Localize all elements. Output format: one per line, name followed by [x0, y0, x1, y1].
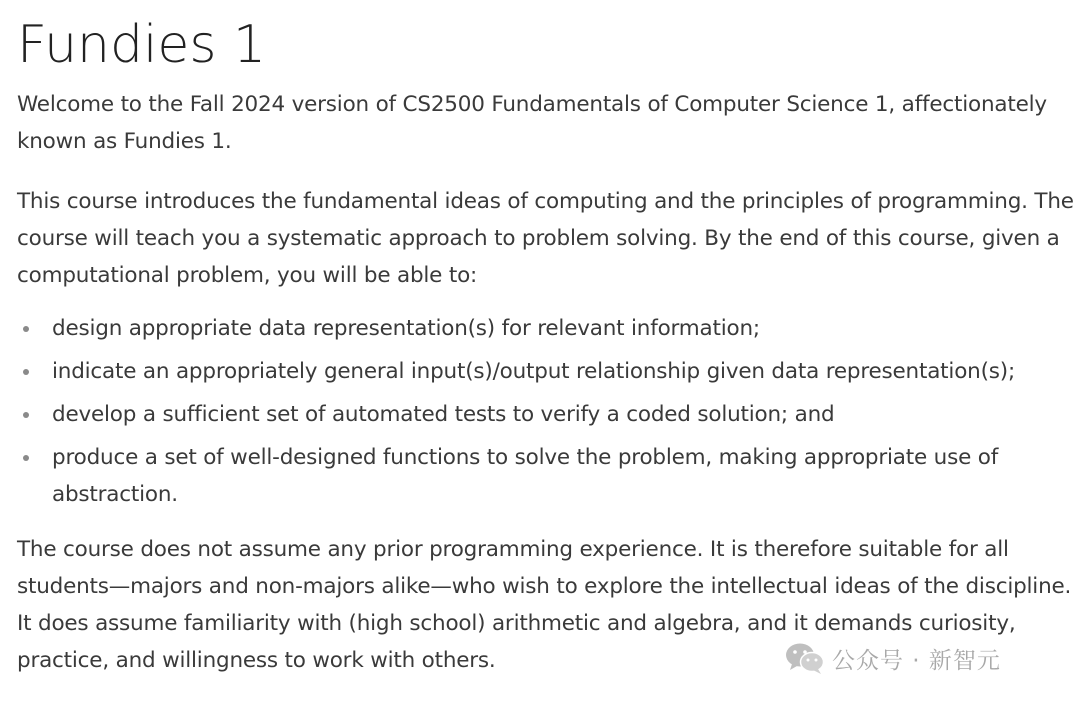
- list-item-text: develop a sufficient set of automated tests to verify a coded solution; and: [52, 402, 835, 427]
- intro-paragraph: Welcome to the Fall 2024 version of CS2500 Fundamentals of Computer Science 1, affectionately known as Fundies 1.: [17, 92, 1047, 154]
- page-title: Fundies 1: [17, 15, 267, 75]
- list-item: [17, 396, 1080, 433]
- bullet-icon: [23, 326, 29, 332]
- list-item: [17, 353, 1080, 390]
- closing-paragraph: The course does not assume any prior programming experience. It is therefore suitable for all students—majors and non-majors alike—who wish to explore the intellectual ideas of the discipline. It does assume familiarity with (high school) arithmetic and algebra, and it demands curiosity, practice, and willingness to work with others.: [17, 537, 1072, 673]
- list-item-text: design appropriate data representation(s) for relevant information;: [52, 316, 760, 341]
- list-item: [17, 310, 1080, 347]
- wechat-icon: [784, 641, 826, 675]
- bullet-icon: [23, 412, 29, 418]
- watermark: [784, 640, 1001, 676]
- list-item-text: indicate an appropriately general input(s)/output relationship given data representation(s);: [52, 359, 1015, 384]
- list-item: [17, 439, 1080, 513]
- bullet-icon: [23, 369, 29, 375]
- watermark-text: 公众号 · 新智元: [832, 647, 1001, 674]
- course-page: [17, 0, 1080, 679]
- bullet-icon: [23, 455, 29, 461]
- learning-outcomes-list: [17, 310, 1080, 513]
- description-paragraph: This course introduces the fundamental ideas of computing and the principles of programming. The course will teach you a systematic approach to problem solving. By the end of this course, given a computational problem, you will be able to:: [17, 189, 1074, 288]
- list-item-text: produce a set of well-designed functions to solve the problem, making appropriate use of abstraction.: [52, 445, 999, 507]
